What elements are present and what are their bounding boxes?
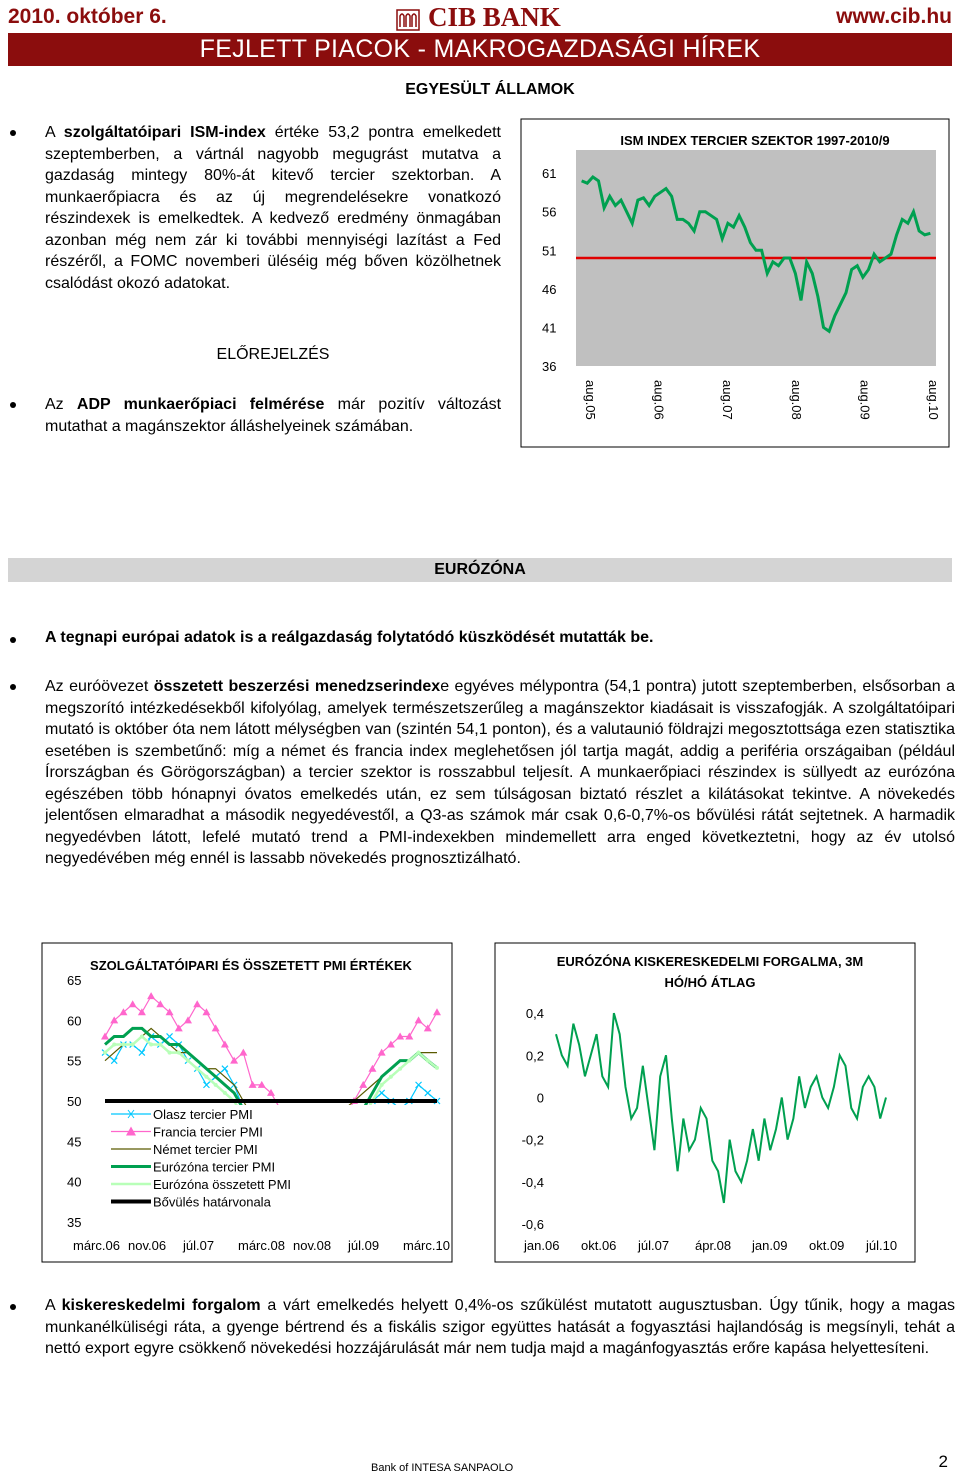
pmi-series-eur-z-na-sszetett-pmi-marker	[186, 1059, 190, 1063]
pmi-x-tick-label: júl.07	[183, 1238, 215, 1253]
ism-y-tick-label: 41	[542, 320, 557, 336]
ism-x-tick-label: aug.08	[788, 380, 804, 420]
bullet	[10, 402, 16, 408]
cib-logo-icon	[396, 7, 420, 31]
ism-chart-title: ISM INDEX TERCIER SZEKTOR 1997-2010/9	[620, 133, 890, 148]
retail-x-tick-label: okt.06	[581, 1238, 617, 1253]
ism-y-tick-label: 51	[542, 243, 557, 259]
retail-x-tick-label: okt.09	[809, 1238, 845, 1253]
pmi-series-eur-z-na-sszetett-pmi-marker	[131, 1043, 135, 1047]
retail-y-tick-label: -0,4	[521, 1174, 544, 1190]
pmi-x-tick-label: márc.10	[403, 1238, 450, 1253]
pmi-y-tick-label: 60	[67, 1013, 82, 1029]
section-heading-us: EGYESÜLT ÁLLAMOK	[340, 78, 640, 100]
ism-x-tick-label: aug.10	[926, 380, 941, 420]
pmi-x-tick-label: márc.06	[73, 1238, 120, 1253]
pmi-x-tick-label: márc.08	[238, 1238, 285, 1253]
bullet	[10, 130, 16, 136]
pmi-series-eur-z-na-sszetett-pmi-marker	[398, 1067, 402, 1071]
forecast-heading: ELŐREJELZÉS	[216, 346, 330, 363]
ez-paragraph-retail: A kiskereskedelmi forgalom a várt emelkedés helyett 0,4%-os szűkülést mutatott augusztusban. Úgy tűnik, hogy a magas munkanélküliségi ráta, a gyenge bértrend és a fiskális szigor együttes hatását a fogyasztási hajlandóság is megsínyli, tehát a nettó export egyre csökkenő növekedési hozzájárulását már nem tudja majd a magánfogyasztás erőre kapása helyettesíteni.	[45, 1297, 956, 1357]
pmi-legend-label: Eurózóna összetett PMI	[153, 1177, 292, 1192]
pmi-series-eur-z-na-sszetett-pmi-marker	[103, 1051, 107, 1055]
pmi-series-eur-z-na-sszetett-pmi-marker	[121, 1043, 125, 1047]
us-paragraph-adp: Az ADP munkaerőpiaci felmérése már pozitív változást mutathat a magánszektor álláshelyeinek számában.	[45, 396, 502, 435]
retail-chart-frame	[495, 943, 915, 1262]
pmi-y-tick-label: 65	[67, 973, 82, 988]
pmi-series-eur-z-na-sszetett-pmi-marker	[389, 1075, 393, 1079]
pmi-x-tick-label: nov.06	[128, 1238, 167, 1253]
pmi-series-eur-z-na-sszetett-pmi-marker	[140, 1034, 144, 1038]
retail-y-tick-label: 0,4	[525, 1006, 544, 1022]
pmi-y-tick-label: 45	[67, 1134, 82, 1150]
pmi-chart-title: SZOLGÁLTATÓIPARI ÉS ÖSSZETETT PMI ÉRTÉKEK	[90, 958, 412, 973]
retail-chart-title-line2: HÓ/HÓ ÁTLAG	[664, 975, 756, 990]
ism-x-tick-label: aug.09	[857, 380, 873, 420]
pmi-legend-label: Német tercier PMI	[153, 1142, 258, 1157]
ez-paragraph-pmi: Az euróövezet összetett beszerzési menedzserindexe egyéves mélypontra (54,1 pontra) jutott szeptemberben, elsősorban a megszorító intézkedésekből kifolyólag, amelyek természetszerűleg a magánszektor kiadásait is visszafogják. A szolgáltatóipari mutató is október óta nem látott mélységben van (szintén 54,1 ponton), és a valutaunió földrajzi megosztottsága ezen statisztika esetében is szembetűnő: míg a német és francia index meglehetősen jól tartja magát, addig a periféria országaiban (például Írországban és Görögországban) a tercier szektor is rosszabbul teljesít. A munkaerőpiaci részindex is süllyedt az eurózóna egészében több hónapnyi óvatos emelkedés után, ez sem túlságosan biztató részlet a kilátásokat tekintve. A növekedés jelentősen elmaradhat a második negyedévestől, a Q3-as számok már csak 0,6-0,7%-os bővülési rátát sejtetnek. A harmadik negyedévben látott, lefelé mutató trend a PMI-indexekben mindemellett arra enged következtetni, hogy az év utolsó negyedévében még ennél is lassabb növekedés prognosztizálható.	[45, 678, 956, 867]
section-heading-eurozone: EURÓZÓNA	[8, 558, 952, 582]
page-number: 2	[938, 1452, 948, 1471]
report-date: 2010. október 6.	[8, 5, 167, 28]
pmi-x-tick-label: júl.09	[348, 1238, 380, 1253]
footer-bank: Bank of INTESA SANPAOLO	[371, 1462, 514, 1474]
pmi-series-eur-z-na-sszetett-pmi-marker	[112, 1043, 116, 1047]
report-banner: FEJLETT PIACOK - MAKROGAZDASÁGI HÍREK	[8, 33, 952, 66]
pmi-y-tick-label: 55	[67, 1053, 82, 1069]
ism-chart	[520, 118, 950, 448]
pmi-series-eur-z-na-sszetett-pmi-marker	[426, 1059, 430, 1063]
pmi-series-eur-z-na-sszetett-pmi-marker	[407, 1059, 411, 1063]
us-paragraph-ism: A szolgáltatóipari ISM-index értéke 53,2 pontra emelkedett szeptemberben, a vártnál nagyobb megugrást mutatva a gazdaság mintegy 80%-át kitevő tercier szektorban. A munkaerőpiacra és az új megrendelésekre vonatkozó részindexek is emelkedtek. A kedvező eredmény önmagában azonban még nem zár ki további mennyiségi lazítást a Fed részéről, a FOMC novemberi üléséig még bőven közölhetnek csalódást okozó adatokat.	[45, 124, 501, 292]
retail-x-tick-label: júl.07	[638, 1238, 670, 1253]
ism-x-tick-label: aug.05	[583, 380, 598, 420]
pmi-series-eur-z-na-sszetett-pmi-marker	[195, 1067, 199, 1071]
retail-x-tick-label: jan.06	[524, 1238, 560, 1253]
retail-y-tick-label: -0,2	[521, 1132, 544, 1148]
pmi-legend-label: Francia tercier PMI	[153, 1124, 263, 1140]
pmi-series-eur-z-na-sszetett-pmi-marker	[417, 1051, 421, 1055]
pmi-legend-label: Bővülés határvonala	[153, 1194, 271, 1210]
ism-x-tick-label: aug.07	[720, 380, 736, 420]
pmi-series-eur-z-na-sszetett-pmi-marker	[380, 1083, 384, 1087]
retail-x-tick-label: jan.09	[752, 1238, 788, 1253]
bank-name: CIB BANK	[428, 2, 561, 32]
pmi-series-eur-z-na-sszetett-pmi-marker	[177, 1051, 181, 1055]
ism-y-tick-label: 36	[542, 359, 557, 374]
pmi-series-eur-z-na-sszetett-pmi-marker	[204, 1075, 208, 1079]
retail-y-tick-label: 0	[536, 1090, 544, 1106]
pmi-series-eur-z-na-sszetett-pmi-marker	[214, 1083, 218, 1087]
pmi-series-eur-z-na-sszetett-pmi-marker	[223, 1091, 227, 1095]
retail-y-tick-label: 0,2	[525, 1048, 544, 1064]
page-header	[8, 2, 952, 33]
pmi-legend-label: Olasz tercier PMI	[153, 1107, 253, 1122]
retail-y-tick-label: -0,6	[521, 1217, 544, 1232]
pmi-y-tick-label: 50	[67, 1094, 82, 1109]
bank-url-link[interactable]: www.cib.hu	[836, 5, 952, 28]
retail-chart	[494, 942, 916, 1263]
pmi-chart	[41, 942, 453, 1263]
retail-x-tick-label: ápr.08	[695, 1238, 732, 1253]
pmi-series-eur-z-na-sszetett-pmi-marker	[158, 1043, 162, 1047]
bullet	[10, 637, 16, 643]
pmi-y-tick-label: 40	[67, 1174, 82, 1190]
ism-y-tick-label: 56	[542, 204, 557, 220]
pmi-series-eur-z-na-sszetett-pmi-marker	[435, 1066, 439, 1070]
ism-x-tick-label: aug.06	[651, 380, 667, 420]
ez-summary: A tegnapi európai adatok is a reálgazdaság folytatódó küszködését mutatták be.	[45, 629, 654, 646]
pmi-series-eur-z-na-sszetett-pmi-marker	[149, 1043, 153, 1047]
retail-chart-title-line1: EURÓZÓNA KISKERESKEDELMI FORGALMA, 3M	[556, 954, 864, 969]
pmi-y-tick-label: 35	[67, 1215, 82, 1230]
ism-y-tick-label: 61	[542, 166, 557, 182]
ism-y-tick-label: 46	[542, 281, 557, 297]
pmi-legend-label: Eurózóna tercier PMI	[153, 1159, 276, 1175]
pmi-series-eur-z-na-sszetett-pmi-marker	[168, 1051, 172, 1055]
bullet	[10, 1304, 16, 1310]
pmi-x-tick-label: nov.08	[293, 1238, 332, 1253]
retail-x-tick-label: júl.10	[866, 1238, 898, 1253]
bullet	[10, 684, 16, 690]
